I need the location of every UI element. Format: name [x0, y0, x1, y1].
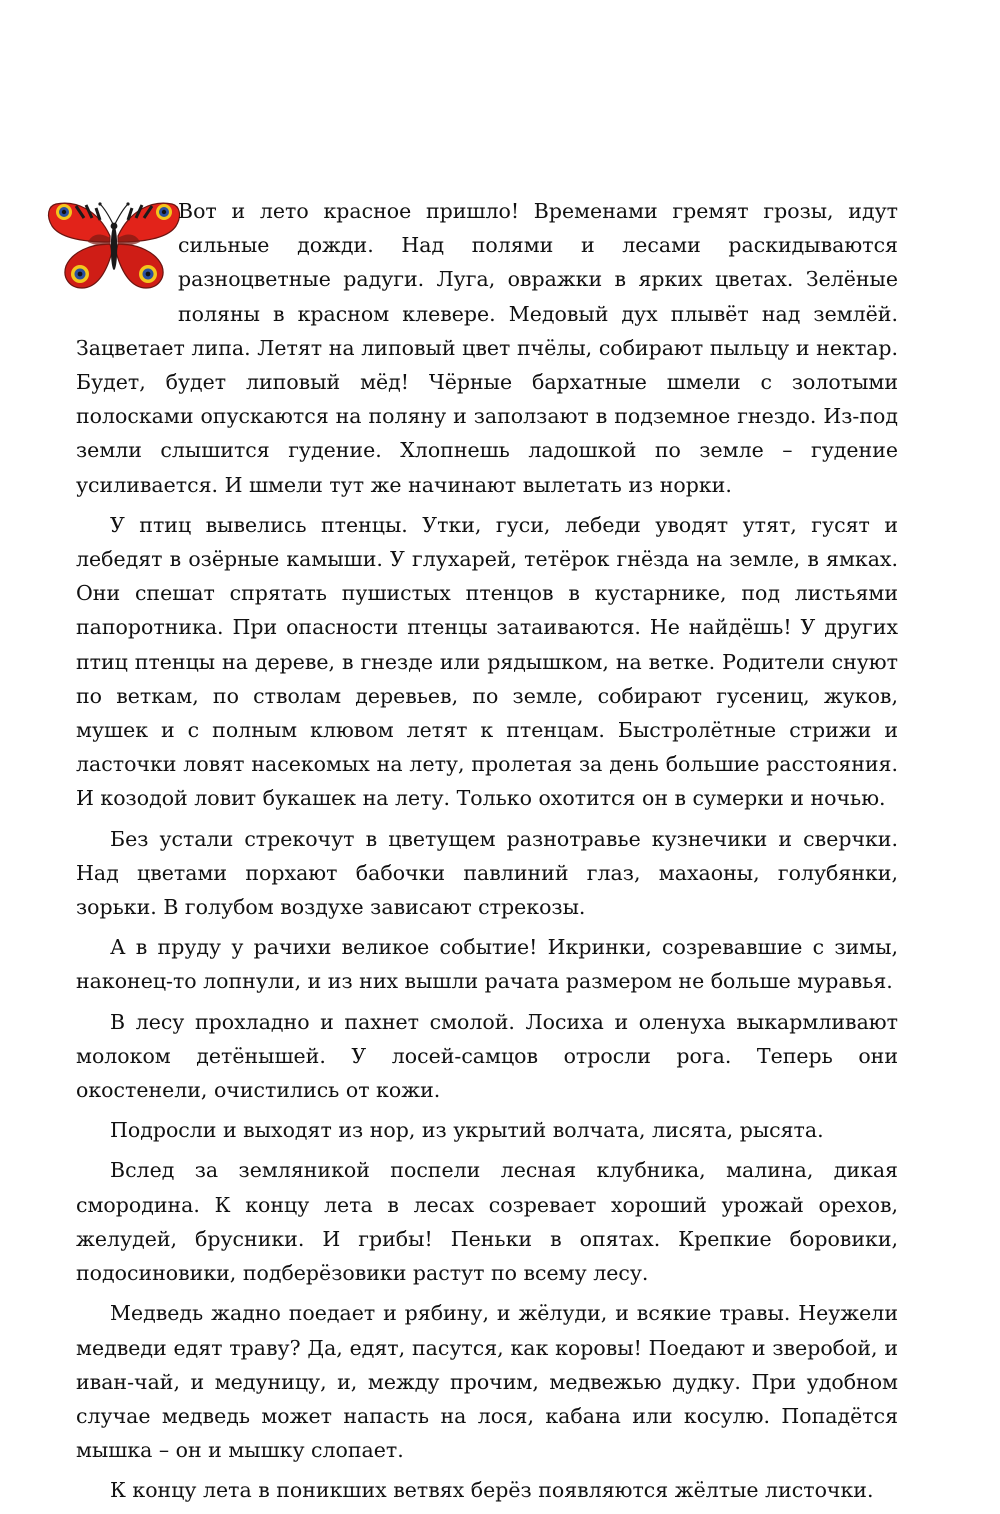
paragraph-1 — [76, 194, 898, 502]
paragraph-2: У птиц вывелись птенцы. Утки, гуси, лебеди уводят утят, гусят и лебедят в озёрные камыши. У глухарей, тетёрок гнёзда на земле, в ямках. Они спешат спрятать пушистых птенцов в кустарнике, под листьями папоротника. При опасности птенцы затаиваются. Не найдёшь! У других птиц птенцы на дереве, в гнезде или рядышком, на ветке. Родители снуют по веткам, по стволам деревьев, по земле, собирают гусениц, жуков, мушек и с полным клювом летят к птенцам. Быстролётные стрижи и ласточки ловят насекомых на лету, пролетая за день большие расстояния. И козодой ловит букашек на лету. Только охотится он в сумерки и ночью. — [76, 512, 898, 811]
peacock-butterfly-icon — [46, 196, 168, 298]
paragraph-7: Вслед за земляникой поспели лесная клубника, малина, дикая смородина. К концу лета в лесах созревает хороший урожай орехов, желудей, брусники. И грибы! Пеньки в опятах. Крепкие боровики, подосиновики, подберёзовики растут по всему лесу. — [76, 1158, 898, 1286]
page-text — [76, 194, 898, 1514]
paragraph-5: В лесу прохладно и пахнет смолой. Лосиха и оленуха выкармливают молоком детёнышей. У лосей-самцов отросли рога. Теперь они окостенели, очистились от кожи. — [76, 1009, 898, 1103]
paragraph-9: К концу лета в поникших ветвях берёз появляются жёлтые листочки. — [110, 1478, 874, 1503]
paragraph-6: Подросли и выходят из нор, из укрытий волчата, лисята, рысята. — [110, 1118, 824, 1143]
paragraph-3: Без устали стрекочут в цветущем разнотравье кузнечики и сверчки. Над цветами порхают бабочки павлиний глаз, махаоны, голубянки, зорьки. В голубом воздухе зависают стрекозы. — [76, 826, 898, 920]
paragraph-4: А в пруду у рачихи великое событие! Икринки, созревавшие с зимы, наконец-то лопнули, и из них вышли рачата размером не больше муравья. — [76, 935, 898, 994]
paragraph-8: Медведь жадно поедает и рябину, и жёлуди, и всякие травы. Неужели медведи едят траву? Да, едят, пасутся, как коровы! Поедают и зверобой, и иван-чай, и медуницу, и, между прочим, медвежью дудку. При удобном случае медведь может напасть на лося, кабана или косулю. Попадётся мышка – он и мышку слопает. — [76, 1301, 898, 1463]
paragraph-1-text: Вот и лето красное пришло! Временами гремят грозы, идут сильные дожди. Над полями и лесами раскидываются разноцветные радуги. Луга, овражки в ярких цветах. Зелёные поляны в красном клевере. Медовый дух плывёт над землёй. Зацветает липа. Летят на липовый цвет пчёлы, собирают пыльцу и нектар. Будет, будет липовый мёд! Чёрные бархатные шмели с золотыми полосками опускаются на поляну и заползают в подземное гнездо. Из-под земли слышится гудение. Хлопнешь ладошкой по земле – гудение усиливается. И шмели тут же начинают вылетать из норки. — [76, 199, 898, 497]
